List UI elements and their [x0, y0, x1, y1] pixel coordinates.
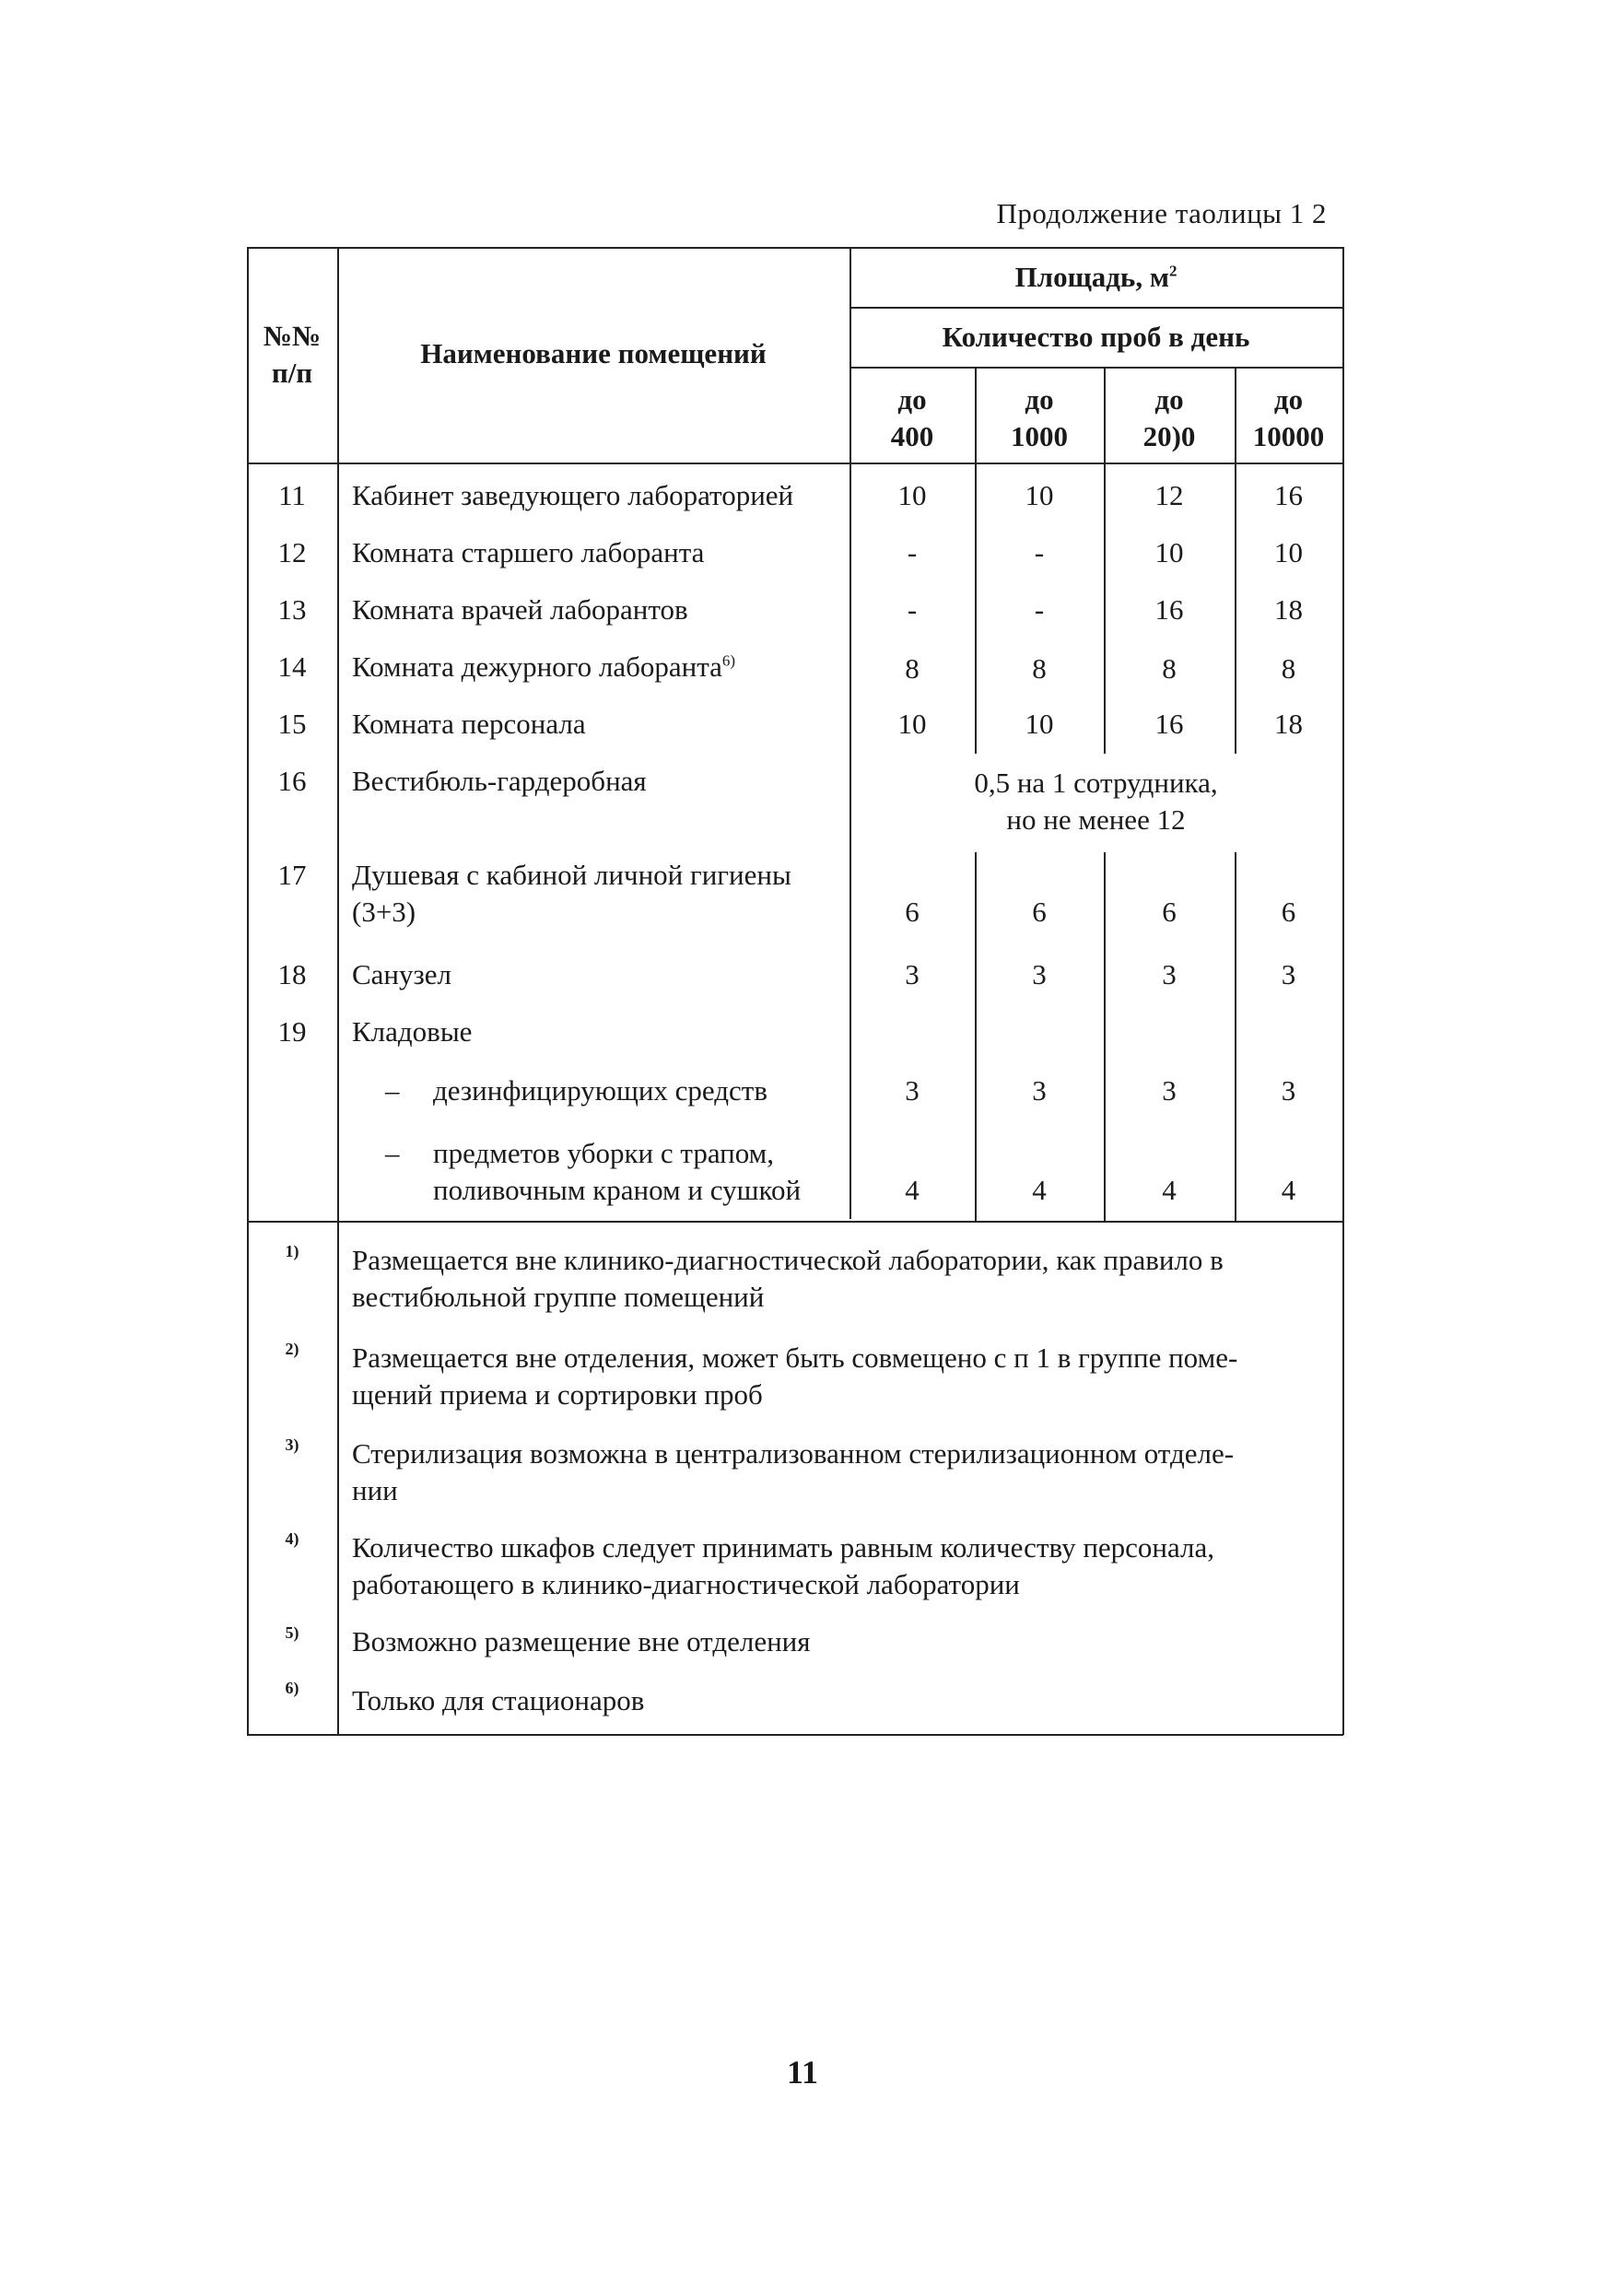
border-name-left: [337, 247, 339, 1735]
note-1-l2: вестибюльной группе помещений: [352, 1281, 765, 1313]
row-17-name-l2: (3+3): [352, 896, 416, 928]
subrow-2-name-l2: поливочным краном и сушкой: [433, 1174, 802, 1206]
subrow-1-v2: 3: [1032, 1074, 1047, 1107]
border-top: [247, 247, 1343, 249]
table-caption: Продолжение таолицы 1 2: [996, 197, 1327, 229]
page-number: 11: [786, 2054, 818, 2091]
note-5-num: 5): [285, 1623, 299, 1642]
subrow-1-v1: 3: [905, 1074, 920, 1107]
border-area: [849, 307, 1343, 309]
row-17-num: 17: [277, 859, 307, 891]
row-12-num: 12: [277, 536, 307, 568]
border-samples: [849, 367, 1343, 369]
row-17-v1: 6: [905, 896, 920, 928]
row-17-v2: 6: [1032, 896, 1047, 928]
header-cap-3-bottom: 20)0: [1142, 420, 1196, 452]
note-4-l1: Количество шкафов следует принимать равным количеству персонала,: [352, 1531, 1215, 1564]
subrow-2-dash: –: [385, 1137, 400, 1169]
row-18-v3: 3: [1162, 958, 1177, 990]
header-cap-1: [849, 381, 975, 455]
row-12-name: Комната старшего лаборанта: [352, 536, 705, 568]
note-3-l1: Стерилизация возможна в централизованном стерилизационном отделе-: [352, 1437, 1235, 1470]
row-15-name: Комната персонала: [352, 708, 586, 740]
note-4-num: 4): [285, 1529, 299, 1548]
row-13-name: Комната врачей лаборантов: [352, 593, 688, 626]
subrow-2-v1: 4: [905, 1174, 920, 1206]
header-cap-4: [1235, 381, 1342, 455]
row-14-v1: 8: [905, 652, 920, 685]
row-11-num: 11: [278, 479, 306, 511]
row-14-num: 14: [277, 650, 307, 683]
note-3-num: 3): [285, 1435, 299, 1454]
row-18-v4: 3: [1281, 958, 1296, 990]
note-4-l2: работающего в клинико-диагностической лаборатории: [352, 1568, 1020, 1600]
subrow-2-name: [433, 1135, 801, 1209]
header-cap-1-top: до: [897, 383, 927, 416]
row-14-v2: 8: [1032, 652, 1047, 685]
row-14-v3: 8: [1162, 652, 1177, 685]
note-1-l1: Размещается вне клинико-диагностической лаборатории, как правило в: [352, 1244, 1224, 1276]
note-6-num: 6): [285, 1679, 299, 1697]
note-2-text: [352, 1340, 1330, 1413]
header-area-text: Площадь, м: [1014, 261, 1169, 293]
note-3-text: [352, 1435, 1330, 1509]
header-num: №№ п/п: [263, 320, 322, 389]
note-2-l2: щений приема и сортировки проб: [352, 1378, 763, 1411]
row-13-v4: 18: [1274, 593, 1303, 626]
subrow-1-name: дезинфицирующих средств: [433, 1074, 767, 1107]
row-16-merged-l2: но не менее 12: [1006, 803, 1186, 836]
row-17-v3: 6: [1162, 896, 1177, 928]
subrow-2-name-l1: предметов уборки с трапом,: [433, 1137, 775, 1169]
header-cap-3-top: до: [1154, 383, 1184, 416]
row-14-name-text: Комната дежурного лаборанта: [352, 650, 722, 683]
row-18-v2: 3: [1032, 958, 1047, 990]
row-15-v3: 16: [1154, 708, 1184, 740]
row-16-merged-l1: 0,5 на 1 сотрудника,: [974, 767, 1218, 799]
row-19-num: 19: [277, 1015, 307, 1048]
row-15-v2: 10: [1025, 708, 1054, 740]
subrow-1-dash: –: [385, 1074, 400, 1107]
row-16-num: 16: [277, 765, 307, 797]
row-11-v4: 16: [1274, 479, 1303, 511]
header-cap-4-top: до: [1273, 383, 1304, 416]
header-cap-2-top: до: [1025, 383, 1054, 416]
subrow-2-v4: 4: [1281, 1174, 1296, 1206]
row-18-name: Санузел: [352, 958, 452, 990]
note-5-text: Возможно размещение вне отделения: [352, 1625, 811, 1658]
row-17-name-l1: Душевая с кабиной личной гигиены: [352, 859, 791, 891]
row-11-v3: 12: [1154, 479, 1184, 511]
row-16-name: Вестибюль-гардеробная: [352, 765, 647, 797]
row-19-name: Кладовые: [352, 1015, 473, 1048]
row-12-v2: -: [1034, 536, 1045, 568]
row-14-v4: 8: [1281, 652, 1296, 685]
row-17-name: [352, 857, 791, 931]
row-12-v1: -: [907, 536, 918, 568]
header-samples: Количество проб в день: [942, 321, 1250, 353]
row-11-v1: 10: [897, 479, 927, 511]
note-6-text: Только для стационаров: [352, 1684, 645, 1716]
subrow-1-v3: 3: [1162, 1074, 1177, 1107]
note-4-text: [352, 1529, 1330, 1603]
note-3-l2: нии: [352, 1474, 398, 1506]
row-13-v3: 16: [1154, 593, 1184, 626]
row-13-v1: -: [907, 593, 918, 626]
note-2-l1: Размещается вне отделения, может быть совмещено с п 1 в группе поме-: [352, 1341, 1238, 1374]
subrow-2-v2: 4: [1032, 1174, 1047, 1206]
header-cap-1-bottom: 400: [890, 420, 934, 452]
border-right: [1342, 247, 1344, 1735]
border-bottom: [247, 1734, 1343, 1736]
note-1-text: [352, 1242, 1330, 1316]
row-14-footnote-ref: 6): [721, 651, 736, 670]
row-11-v2: 10: [1025, 479, 1054, 511]
border-notes-top: [247, 1221, 1343, 1223]
row-14-name: [352, 649, 735, 685]
row-11-name: Кабинет заведующего лабораторией: [352, 479, 794, 511]
border-header-bottom: [247, 463, 1343, 464]
row-15-v4: 18: [1274, 708, 1303, 740]
row-15-v1: 10: [897, 708, 927, 740]
header-cap-2-bottom: 1000: [1011, 420, 1068, 452]
row-18-v1: 3: [905, 958, 920, 990]
header-name: Наименование помещений: [420, 337, 767, 369]
row-12-v4: 10: [1274, 536, 1303, 568]
header-area-sup: 2: [1168, 262, 1177, 280]
note-2-num: 2): [285, 1340, 299, 1358]
row-16-merged: [849, 765, 1342, 838]
row-13-num: 13: [277, 593, 307, 626]
note-1-num: 1): [285, 1242, 299, 1260]
header-cap-3: [1104, 381, 1235, 455]
row-18-num: 18: [277, 958, 307, 990]
row-17-v4: 6: [1281, 896, 1296, 928]
subrow-2-v3: 4: [1162, 1174, 1177, 1206]
row-13-v2: -: [1034, 593, 1045, 626]
header-cap-2: [975, 381, 1104, 455]
row-12-v3: 10: [1154, 536, 1184, 568]
subrow-1-v4: 3: [1281, 1074, 1296, 1107]
header-cap-4-bottom: 10000: [1252, 420, 1325, 452]
row-15-num: 15: [277, 708, 307, 740]
header-area: [849, 259, 1342, 296]
